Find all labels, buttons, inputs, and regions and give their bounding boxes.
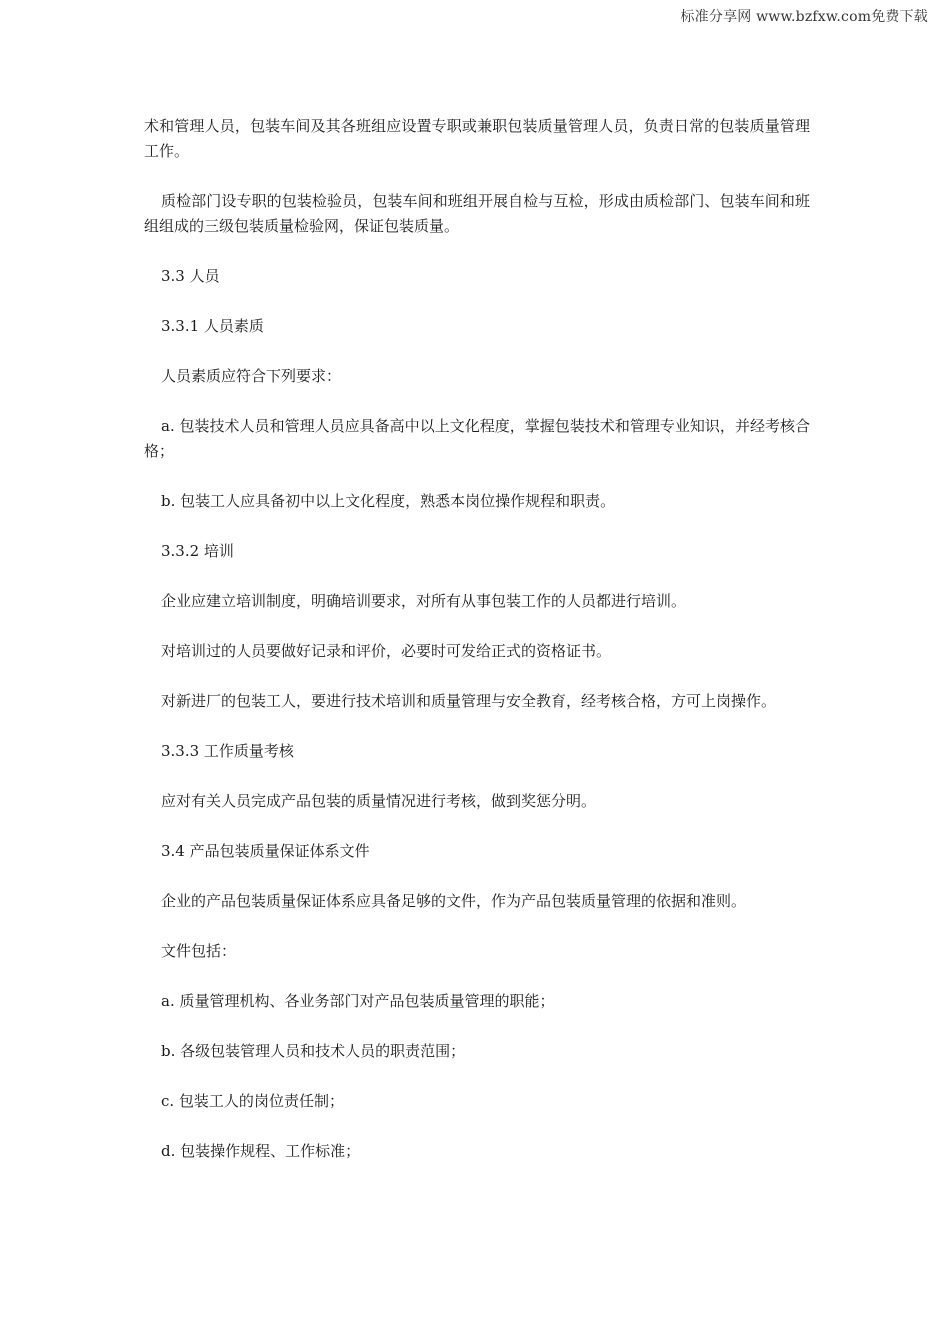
site-url: www.bzfxw.com免费下载: [756, 9, 928, 25]
section-heading-3-3: 3.3 人员: [161, 267, 220, 285]
paragraph-documents-include: 文件包括：: [161, 942, 237, 960]
paragraph-requirements-intro: 人员素质应符合下列要求：: [161, 367, 342, 385]
paragraph-training-records: 对培训过的人员要做好记录和评价，必要时可发给正式的资格证书。: [161, 642, 612, 660]
page-header: [680, 6, 928, 26]
list-item-a-staff: a. 包装技术人员和管理人员应具备高中以上文化程度，掌握包装技术和管理专业知识，并经考核合格；: [144, 417, 810, 460]
list-item-c-post-system: c. 包装工人的岗位责任制；: [161, 1092, 344, 1110]
site-label: 标准分享网: [680, 9, 752, 25]
list-item-b-workers: b. 包装工人应具备初中以上文化程度，熟悉本岗位操作规程和职责。: [161, 492, 616, 510]
section-heading-3-3-2: 3.3.2 培训: [161, 542, 234, 560]
section-heading-3-4: 3.4 产品包装质量保证体系文件: [161, 842, 370, 860]
list-item-d-procedures: d. 包装操作规程、工作标准；: [161, 1142, 361, 1160]
section-heading-3-3-3: 3.3.3 工作质量考核: [161, 742, 294, 760]
paragraph-continuation: 术和管理人员，包装车间及其各班组应设置专职或兼职包装质量管理人员，负责日常的包装质量管理工作。: [144, 117, 810, 160]
document-body: [144, 114, 810, 1189]
paragraph-new-workers: 对新进厂的包装工人，要进行技术培训和质量管理与安全教育，经考核合格，方可上岗操作。: [161, 692, 777, 710]
list-item-a-functions: a. 质量管理机构、各业务部门对产品包装质量管理的职能；: [161, 992, 555, 1010]
paragraph-documents-intro: 企业的产品包装质量保证体系应具备足够的文件，作为产品包装质量管理的依据和准则。: [161, 892, 747, 910]
paragraph-qc-department: 质检部门设专职的包装检验员，包装车间和班组开展自检与互检，形成由质检部门、包装车间和班组组成的三级包装质量检验网，保证包装质量。: [144, 192, 810, 235]
section-heading-3-3-1: 3.3.1 人员素质: [161, 317, 264, 335]
list-item-b-responsibilities: b. 各级包装管理人员和技术人员的职责范围；: [161, 1042, 466, 1060]
paragraph-training-system: 企业应建立培训制度，明确培训要求，对所有从事包装工作的人员都进行培训。: [161, 592, 687, 610]
paragraph-assessment: 应对有关人员完成产品包装的质量情况进行考核，做到奖惩分明。: [161, 792, 597, 810]
